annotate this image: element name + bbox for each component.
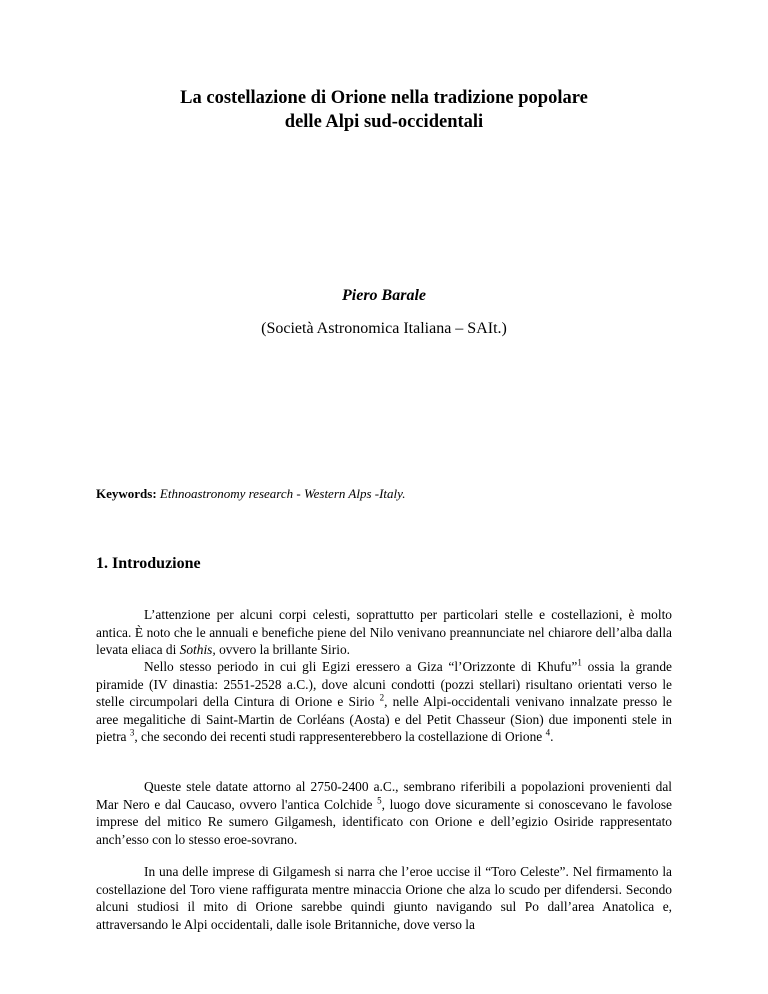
paragraph-4: In una delle imprese di Gilgamesh si narra che l’eroe uccise il “Toro Celeste”. Nel firmamento la costellazione del Toro viene raffigurata mentre minaccia Orione che alza lo scudo per difendersi. Secondo alcuni studiosi il mito di Orione sarebbe quindi giunto navigando sul Po dall’area Anatolica e, attraversando le Alpi occidentali, dalle isole Britanniche, dove verso la bbox=[96, 864, 672, 932]
keywords-label: Keywords: bbox=[96, 486, 157, 501]
keywords-value: Ethnoastronomy research - Western Alps -Italy. bbox=[159, 486, 406, 501]
section-heading: 1. Introduzione bbox=[96, 555, 201, 572]
footnote-ref-5[interactable]: 5 bbox=[377, 795, 382, 806]
keywords bbox=[96, 486, 405, 502]
footnote-ref-1[interactable]: 1 bbox=[577, 657, 582, 668]
p3-text-b: , luogo dove sicuramente si conoscevano le favolose imprese del mitico Re sumero Gilgamesh, identificato con Orione e dell’egizio Osiride rappresentato anch’esso con lo stesso eroe-sovrano. bbox=[96, 796, 673, 847]
p2-text-a: Nello stesso periodo in cui gli Egizi eressero a Giza “l’Orizzonte di Khufu” bbox=[144, 659, 578, 674]
paragraph-3 bbox=[96, 778, 672, 848]
footnote-ref-3[interactable]: 3 bbox=[129, 727, 135, 738]
p2-text-e: . bbox=[550, 729, 554, 744]
title-line-2: delle Alpi sud-occidentali bbox=[284, 112, 484, 132]
footnote-ref-2[interactable]: 2 bbox=[379, 692, 385, 703]
paragraph-2 bbox=[96, 658, 672, 746]
title-line-1: La costellazione di Orione nella tradizione popolare bbox=[180, 88, 588, 108]
author-affiliation: (Società Astronomica Italiana – SAIt.) bbox=[261, 320, 507, 337]
paper-title bbox=[96, 86, 672, 134]
p1-text-b: ovvero la brillante Sirio. bbox=[215, 642, 350, 657]
p2-text-b: ossia la grande piramide (IV dinastia: 2551-2528 a.C.), dove alcuni condotti (pozzi stellari) risultano orientati verso le stelle circumpolari della Cintura di Orione e Sirio bbox=[96, 659, 672, 709]
author-name: Piero Barale bbox=[342, 287, 426, 304]
p1-italic: Sothis, bbox=[179, 642, 216, 657]
p2-text-d: , che secondo dei recenti studi rappresenterebbero la costellazione di Orione bbox=[134, 729, 546, 744]
p3-text-a: Queste stele datate attorno al 2750-2400 a.C., sembrano riferibili a popolazioni provenienti dal Mar Nero e dal Caucaso, ovvero l'antica Colchide bbox=[96, 779, 672, 812]
paragraph-1 bbox=[96, 606, 672, 659]
p2-text-c: , nelle Alpi-occidentali venivano innalzate presso le aree megalitiche di Saint-Martin de Corléans (Aosta) e del Petit Chasseur (Sion) due imponenti stele in pietra bbox=[96, 694, 672, 744]
p1-text-a: L’attenzione per alcuni corpi celesti, soprattutto per particolari stelle e costellazioni, è molto antica. È noto che le annuali e benefiche piene del Nilo venivano preannunciate nel chiarore dell’alba dalla levata eliaca di bbox=[96, 607, 672, 657]
footnote-ref-4[interactable]: 4 bbox=[545, 727, 551, 738]
